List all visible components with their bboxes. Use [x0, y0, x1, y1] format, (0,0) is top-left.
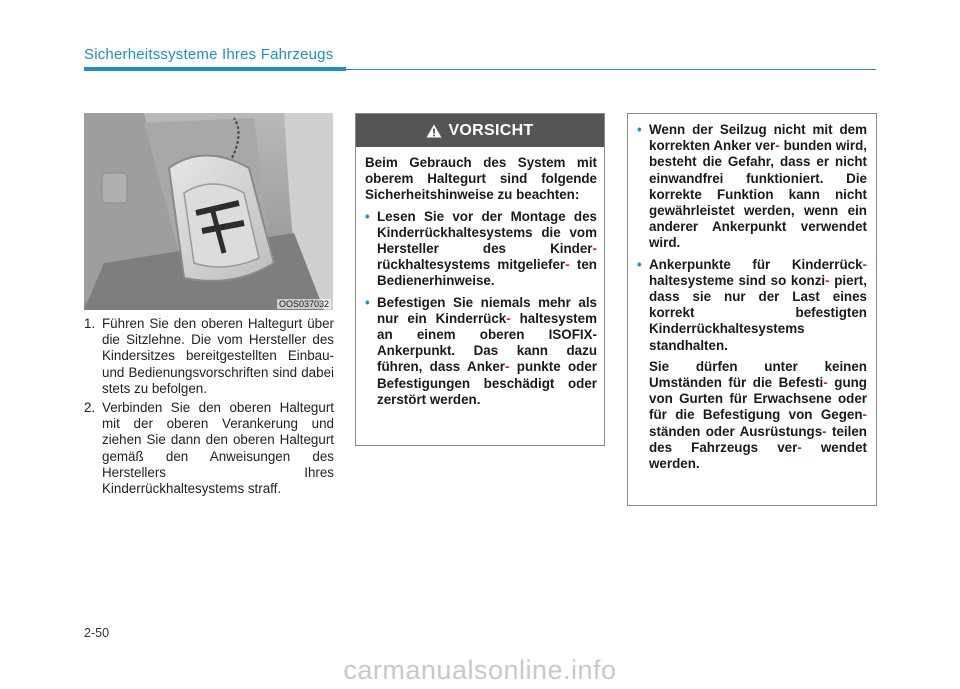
- text-run: punkte oder Befestigungen beschädigt oder zerstört werden.: [377, 359, 597, 407]
- notes-paragraph: [637, 359, 867, 472]
- text-run: gung von Gurten für Erwachsene oder für die Befestigung von Gegen: [649, 375, 867, 423]
- text-run: Lesen Sie vor der Montage des Kinderrückhaltesystems die vom Hersteller des Kinder: [377, 208, 597, 257]
- text-run: haltesysteme sind so konzi: [649, 272, 826, 288]
- text-run: rückhaltesystems mitgeliefer: [377, 257, 566, 273]
- watermark: carmanualsonline.info: [343, 655, 617, 685]
- child-seat-photo: [84, 113, 333, 310]
- text-run: teilen des Fahrzeugs ver: [649, 423, 867, 455]
- installation-steps: [84, 316, 334, 500]
- caution-body: [356, 147, 604, 408]
- list-item: [365, 209, 597, 290]
- notes-list: [637, 122, 867, 354]
- header-accent-bar: [84, 67, 346, 71]
- step-number: 2.: [84, 400, 96, 416]
- list-item: [637, 122, 867, 252]
- text-run: Wenn der Seilzug nicht mit dem korrekten Anker ver: [649, 122, 867, 154]
- text-run: Befestigen Sie niemals mehr als nur ein Kinderrück: [377, 294, 597, 326]
- bullet-glyph: •: [637, 256, 642, 272]
- hyphen-mark: -: [823, 375, 828, 391]
- warning-icon: [426, 124, 442, 138]
- hyphen-mark: -: [592, 241, 597, 257]
- hyphen-mark: -: [822, 423, 827, 439]
- image-code: OOS037032: [278, 299, 329, 309]
- step-text: Verbinden Sie den oberen Haltegurt mit der oberen Verankerung und ziehen Sie dann den oberen Haltegurt gemäß den Anweisungen des Herstellers Ihres Kinderrückhaltesystems straff.: [102, 400, 334, 497]
- step-text: Führen Sie den oberen Haltegurt über die Sitzlehne. Die vom Hersteller des Kindersitzes bereitgestellten Einbau- und Bedienungsvorschriften sind dabei stets zu befolgen.: [102, 316, 334, 396]
- text-run: ständen oder Ausrüstungs: [649, 423, 823, 439]
- caution-box: [355, 113, 605, 446]
- hyphen-mark: -: [504, 359, 510, 375]
- text-run: bunden wird, besteht die Gefahr, dass er nicht einwandfrei funktioniert. Die korrekte Funktion kann nicht gewährleistet werden, wenn ein anderer Ankerpunkt verwendet wird.: [649, 138, 867, 251]
- hyphen-mark: -: [506, 310, 511, 326]
- step-item: [84, 400, 334, 497]
- bullet-glyph: •: [637, 122, 642, 137]
- hyphen-mark: -: [862, 256, 867, 272]
- notes-box: [627, 113, 877, 506]
- bullet-glyph: •: [365, 294, 370, 310]
- bullet-glyph: •: [365, 208, 370, 224]
- caution-intro: Beim Gebrauch des System mit oberem Haltegurt sind folgende Sicherheitshinweise zu beachten:: [365, 155, 597, 203]
- hyphen-mark: -: [797, 439, 802, 455]
- hyphen-mark: -: [775, 138, 780, 154]
- step-number: 1.: [84, 316, 96, 331]
- text-run: haltesystem an einem oberen ISOFIX-Ankerpunkt. Das kann dazu führen, dass Anker: [377, 310, 597, 375]
- text-run: Sie dürfen unter keinen Umständen für die Befesti: [649, 358, 867, 391]
- section-title: Sicherheitssysteme Ihres Fahrzeugs: [84, 46, 334, 63]
- list-item: [365, 295, 597, 408]
- text-run: wendet werden.: [649, 439, 867, 472]
- list-item: [637, 257, 867, 354]
- caution-header: [356, 114, 604, 147]
- page-number: 2-50: [84, 626, 110, 640]
- header-rule: [346, 69, 876, 70]
- child-seat-illustration: [84, 113, 333, 310]
- text-run: Ankerpunkte für Kinderrück: [649, 256, 863, 272]
- hyphen-mark: -: [565, 257, 570, 273]
- text-run: piert, dass sie nur der Last eines korrekt befestigten Kinderrückhaltesystems standhalten.: [649, 272, 867, 353]
- hyphen-mark: -: [825, 272, 830, 288]
- step-item: [84, 316, 334, 397]
- hyphen-mark: -: [862, 407, 867, 423]
- caution-list: [365, 209, 597, 408]
- caution-title: VORSICHT: [448, 121, 534, 139]
- text-run: ten Bedienerhinweise.: [377, 257, 597, 289]
